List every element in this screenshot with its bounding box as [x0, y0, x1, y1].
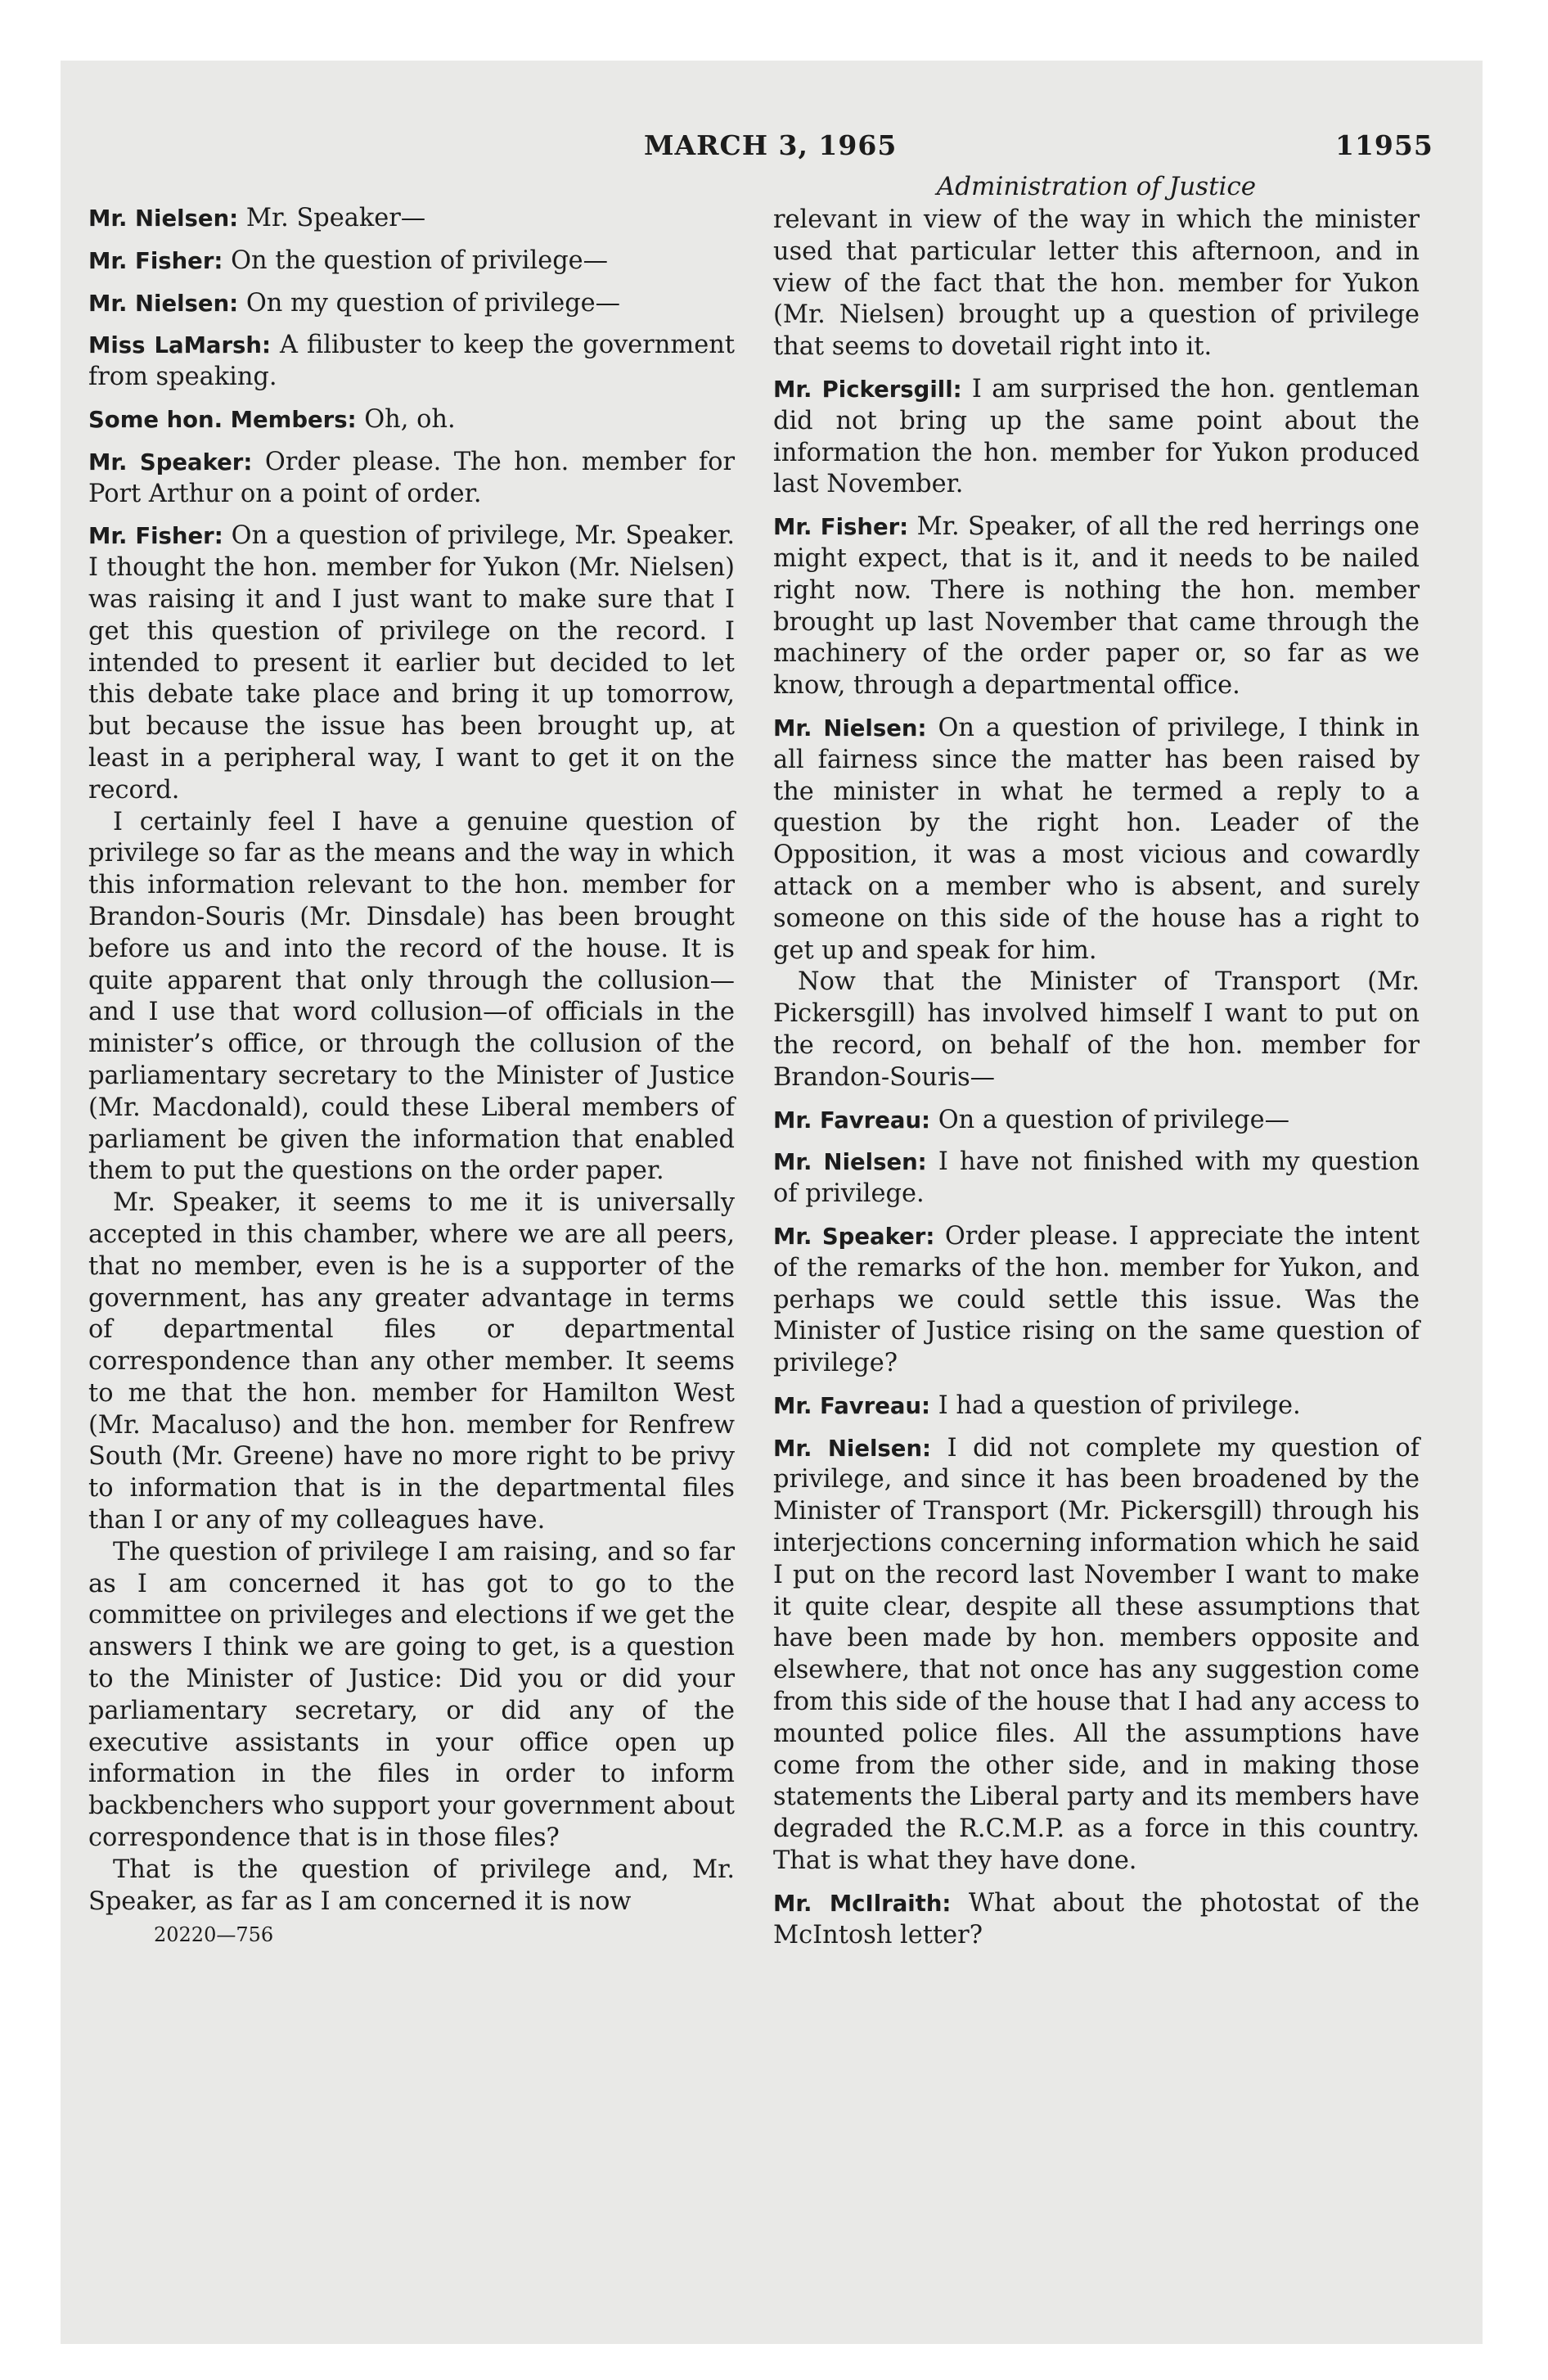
speaker-name: Mr. Nielsen:	[773, 714, 927, 741]
speech-text: I have not finished with my question of privilege.	[773, 1147, 1420, 1209]
speech-text: I am surprised the hon. gentleman did not bring up the same point about the information the hon. member for Yukon produced last November.	[773, 374, 1420, 499]
speaker-name: Mr. Nielsen:	[88, 205, 239, 232]
paragraph	[773, 1888, 1420, 1952]
speech-text: On a question of privilege, Mr. Speaker. I thought the hon. member for Yukon (Mr. Nielsen) was raising it and I just want to make sure that I get this question of privilege on the record. I intended to present it earlier but decided to let this debate take place and bring it up tomorrow, but because the issue has been brought up, at least in a peripheral way, I want to get it on the record.	[88, 521, 735, 805]
paragraph	[773, 1147, 1420, 1210]
speaker-name: Mr. Favreau:	[773, 1107, 931, 1134]
speaker-name: Mr. Nielsen:	[773, 1435, 932, 1462]
footer-code: 20220—756	[154, 1923, 274, 1947]
paragraph: That is the question of privilege and, Mr. Speaker, as far as I am concerned it is now	[88, 1855, 735, 1916]
speech-text: Oh, oh.	[364, 404, 456, 434]
page-number: 11955	[1335, 129, 1433, 161]
running-head: Administration of Justice	[936, 172, 1257, 201]
paragraph	[88, 288, 735, 320]
speaker-name: Mr. McIlraith:	[773, 1890, 952, 1917]
speaker-name: Mr. Favreau:	[773, 1392, 931, 1419]
speaker-name: Mr. Nielsen:	[88, 290, 239, 317]
speaker-name: Mr. Fisher:	[88, 247, 223, 274]
speech-text: I did not complete my question of privilege, and since it has been broadened by the Minister of Transport (Mr. Pickersgill) through his interjections concerning information which he said I put on the record last November I want to make it quite clear, despite all these assumptions that have been made by hon. members opposite and elsewhere, that not once has any suggestion come from this side of the house that I had any access to mounted police files. All the assumptions have come from the other side, and in making those statements the Liberal party and its members have degraded the R.C.M.P. as a force in this country. That is what they have done.	[773, 1433, 1420, 1876]
paragraph	[88, 447, 735, 511]
paragraph: relevant in view of the way in which the minister used that particular letter this afternoon, and in view of the fact that the hon. member for Yukon (Mr. Nielsen) brought up a question of privilege that seems to dovetail right into it.	[773, 205, 1420, 362]
paragraph	[773, 374, 1420, 501]
paragraph: Now that the Minister of Transport (Mr. Pickersgill) has involved himself I want to put on the record, on behalf of the hon. member for Brandon-Souris—	[773, 967, 1420, 1092]
paragraph: I certainly feel I have a genuine question of privilege so far as the means and the way in which this information relevant to the hon. member for Brandon-Souris (Mr. Dinsdale) has been brought before us and into the record of the house. It is quite apparent that only through the collusion—and I use that word collusion—of officials in the minister’s office, or through the collusion of the parliamentary secretary to the Minister of Justice (Mr. Macdonald), could these Liberal members of parliament be given the information that enabled them to put the questions on the order paper.	[88, 807, 735, 1186]
speaker-name: Mr. Nielsen:	[773, 1149, 927, 1176]
speaker-name: Mr. Speaker:	[773, 1223, 935, 1250]
paragraph: The question of privilege I am raising, and so far as I am concerned it has got to go to the committee on privileges and elections if we get the answers I think we are going to get, is a question to the Minister of Justice: Did you or did your parliamentary secretary, or did any of the executive assistants in your office open up information in the files in order to inform backbenchers who support your government about correspondence that is in those files?	[88, 1537, 735, 1853]
paragraph	[88, 404, 735, 436]
left-column	[88, 203, 735, 1947]
speaker-name: Mr. Speaker:	[88, 449, 253, 476]
paragraph	[773, 1433, 1420, 1877]
speech-text: On a question of privilege—	[938, 1105, 1290, 1134]
speech-text: Mr. Speaker—	[245, 204, 426, 232]
speaker-name: Some hon. Members:	[88, 406, 357, 433]
paragraph	[773, 1105, 1420, 1137]
paragraph	[773, 512, 1420, 702]
paragraph	[773, 1221, 1420, 1380]
speech-text: Order please. I appreciate the intent of the remarks of the hon. member for Yukon, and perhaps we could settle this issue. Was the Minister of Justice rising on the same question of privilege?	[773, 1221, 1420, 1378]
paragraph: Mr. Speaker, it seems to me it is universally accepted in this chamber, where we are all peers, that no member, even is he is a supporter of the government, has any greater advantage in terms of departmental files or departmental correspondence than any other member. It seems to me that the hon. member for Hamilton West (Mr. Macaluso) and the hon. member for Renfrew South (Mr. Greene) have no more right to be privy to information that is in the departmental files than I or any of my colleagues have.	[88, 1188, 735, 1535]
speaker-name: Mr. Fisher:	[773, 514, 909, 541]
speaker-name: Mr. Fisher:	[88, 523, 223, 550]
speech-text: On my question of privilege—	[245, 288, 621, 318]
paragraph	[88, 203, 735, 235]
speech-text: Mr. Speaker, of all the red herrings one might expect, that is it, and it needs to be nailed right now. There is nothing the hon. member brought up last November that came through the machinery of the order paper or, so far as we know, through a departmental office.	[773, 512, 1420, 701]
speaker-name: Miss LaMarsh:	[88, 332, 271, 359]
speech-text: I had a question of privilege.	[938, 1391, 1301, 1420]
right-column	[773, 172, 1420, 1962]
paragraph	[773, 1391, 1420, 1422]
speech-text: A filibuster to keep the government from speaking.	[88, 331, 735, 392]
speech-text: On a question of privilege, I think in all fairness since the matter has been raised by the minister in what he termed a reply to a question by the right hon. Leader of the Opposition, it was a most vicious and cowardly attack on a member who is absent, and surely someone on this side of the house has a right to get up and speak for him.	[773, 713, 1420, 965]
speech-text: Order please. The hon. member for Port Arthur on a point of order.	[88, 447, 735, 508]
page-date: MARCH 3, 1965	[644, 129, 898, 161]
paragraph	[88, 246, 735, 277]
paragraph	[88, 521, 735, 806]
paragraph	[88, 330, 735, 394]
speaker-name: Mr. Pickersgill:	[773, 376, 962, 403]
speech-text: What about the photostat of the McIntosh letter?	[773, 1888, 1420, 1950]
paragraph	[773, 713, 1420, 967]
speech-text: On the question of privilege—	[231, 246, 609, 275]
